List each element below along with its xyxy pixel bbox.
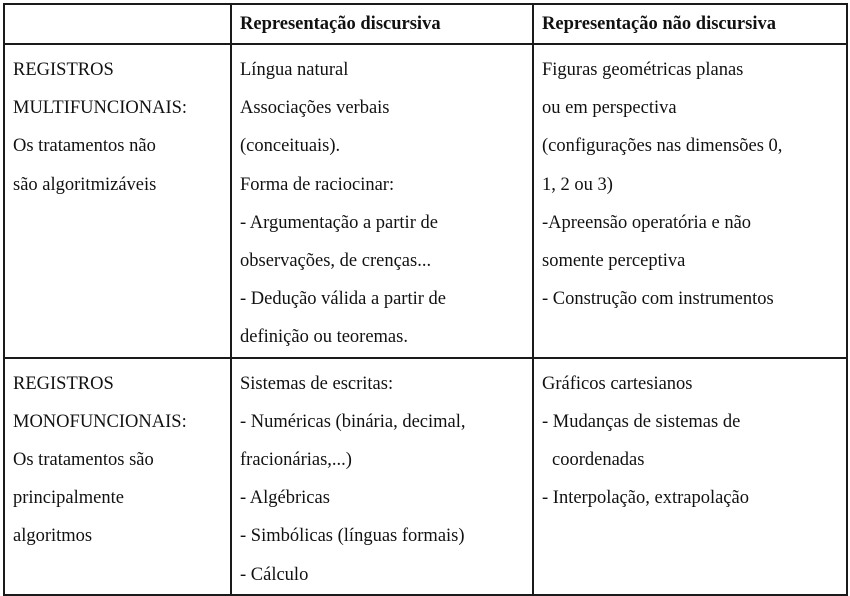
cell-line: Língua natural bbox=[240, 60, 349, 80]
category-line: Os tratamentos são bbox=[13, 450, 154, 471]
header-non-discursive: Representação não discursiva bbox=[533, 4, 847, 44]
category-cell bbox=[4, 44, 231, 358]
cell-line: - Construção com instrumentos bbox=[542, 289, 774, 310]
cell-line: -Apreensão operatória e não bbox=[542, 212, 752, 233]
cell-line: observações, de crenças... bbox=[240, 251, 432, 272]
category-line: MULTIFUNCIONAIS: bbox=[13, 98, 188, 119]
category-line: REGISTROS bbox=[13, 373, 114, 394]
cell-line: - Algébricas bbox=[240, 488, 330, 509]
cell-line: - Interpolação, extrapolação bbox=[542, 488, 749, 509]
cell-line: Gráficos cartesianos bbox=[542, 373, 693, 394]
representation-registers-table bbox=[3, 3, 848, 596]
cell-line: (conceituais). bbox=[240, 136, 341, 157]
cell-line: - Simbólicas (línguas formais) bbox=[240, 526, 465, 547]
cell-line: - Argumentação a partir de bbox=[240, 212, 438, 233]
cell-line: fracionárias,...) bbox=[240, 450, 352, 471]
cell-line: - Cálculo bbox=[240, 564, 309, 585]
category-cell bbox=[4, 358, 231, 595]
cell-line: coordenadas bbox=[552, 450, 645, 471]
cell-line: (configurações nas dimensões 0, bbox=[542, 136, 783, 157]
non-discursive-cell bbox=[533, 358, 847, 595]
cell-line: definição ou teoremas. bbox=[240, 327, 408, 348]
cell-line: 1, 2 ou 3) bbox=[542, 174, 613, 195]
table-row-multifunctional bbox=[4, 44, 847, 358]
cell-line: Associações verbais bbox=[240, 98, 390, 119]
cell-line: - Numéricas (binária, decimal, bbox=[240, 411, 466, 432]
cell-line: - Dedução válida a partir de bbox=[240, 289, 446, 310]
cell-line: somente perceptiva bbox=[542, 251, 686, 272]
category-line: MONOFUNCIONAIS: bbox=[13, 411, 187, 432]
discursive-cell bbox=[231, 358, 533, 595]
table-row-monofunctional bbox=[4, 358, 847, 595]
category-line: algoritmos bbox=[13, 526, 93, 547]
cell-line: Figuras geométricas planas bbox=[542, 60, 744, 80]
header-row bbox=[4, 4, 847, 44]
cell-line: Forma de raciocinar: bbox=[240, 174, 395, 195]
non-discursive-cell bbox=[533, 44, 847, 358]
header-discursive: Representação discursiva bbox=[231, 4, 533, 44]
category-line: são algoritmizáveis bbox=[13, 174, 157, 195]
category-line: REGISTROS bbox=[13, 60, 114, 80]
cell-line: ou em perspectiva bbox=[542, 98, 677, 119]
cell-line: - Mudanças de sistemas de bbox=[542, 411, 741, 432]
category-line: Os tratamentos não bbox=[13, 136, 156, 157]
header-empty-cell bbox=[4, 4, 231, 44]
discursive-cell bbox=[231, 44, 533, 358]
cell-line: Sistemas de escritas: bbox=[240, 373, 394, 394]
category-line: principalmente bbox=[13, 488, 124, 509]
